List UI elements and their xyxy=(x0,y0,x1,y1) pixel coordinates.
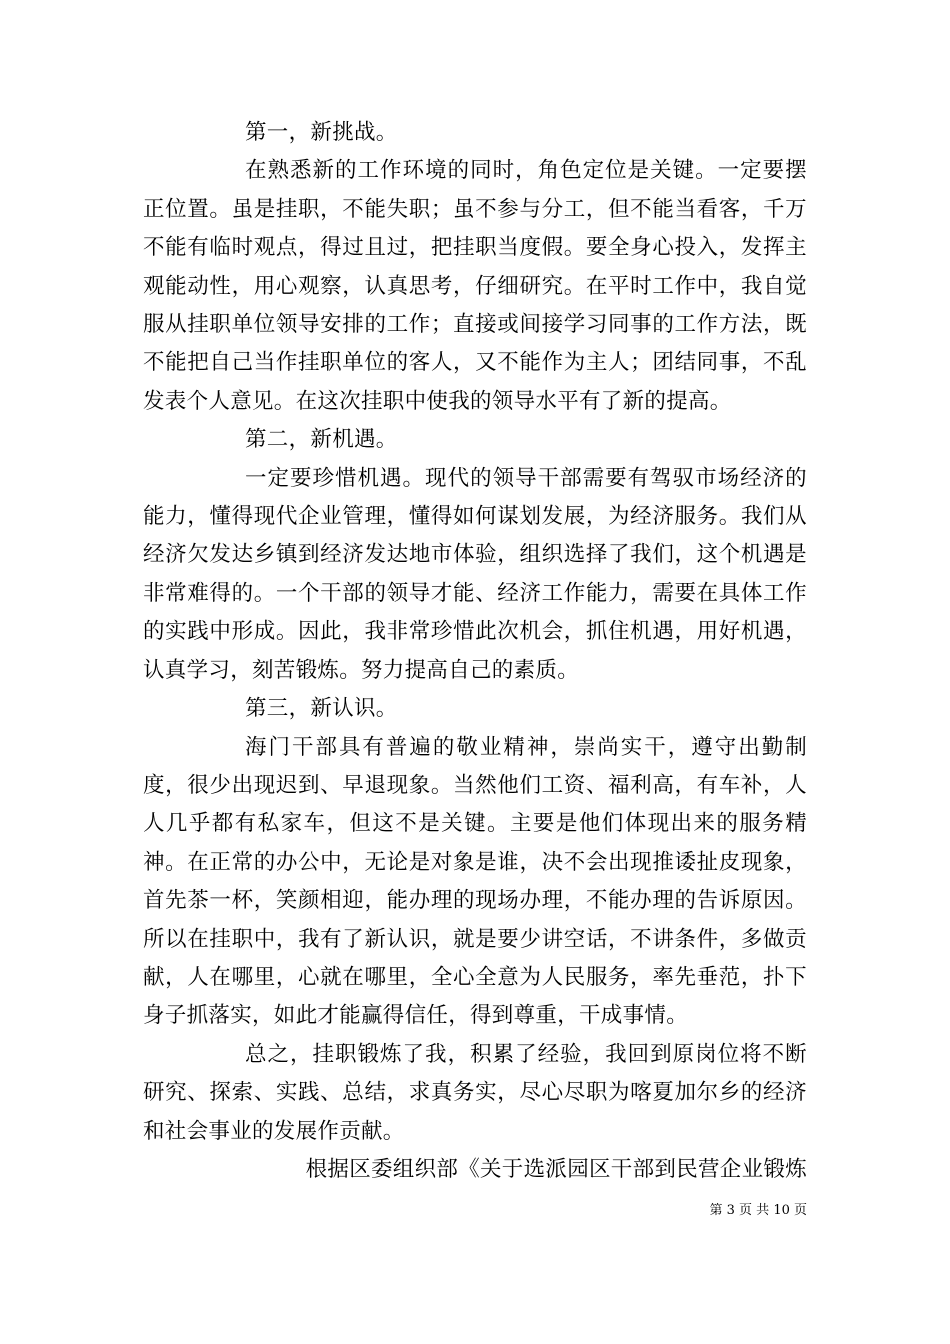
section-3-heading: 第三，新认识。 xyxy=(245,696,398,722)
trailing-line: 根据区委组织部《关于选派园区干部到民营企业锻炼 xyxy=(305,1156,807,1182)
document-body xyxy=(143,114,807,1189)
section-1-heading: 第一，新挑战。 xyxy=(245,120,398,145)
section-3-paragraph: 海门干部具有普遍的敬业精神，崇尚实干，遵守出勤制度，很少出现迟到、早退现象。当然他们工资、福利高，有车补，人人几乎都有私家车，但这不是关键。主要是他们体现出来的服务精神。在正常的办公中，无论是对象是谁，决不会出现推诿扯皮现象，首先茶一杯，笑颜相迎，能办理的现场办理，不能办理的告诉原因。所以在挂职中，我有了新认识，就是要少讲空话，不讲条件，多做贡献，人在哪里，心就在哪里，全心全意为人民服务，率先垂范，扑下身子抓落实，如此才能赢得信任，得到尊重，干成事情。 xyxy=(143,734,807,1029)
page-number-footer: 第 3 页 共 10 页 xyxy=(709,1203,807,1218)
section-2-heading: 第二，新机遇。 xyxy=(245,427,398,453)
section-1-paragraph: 在熟悉新的工作环境的同时，角色定位是关键。一定要摆正位置。虽是挂职，不能失职；虽不参与分工，但不能当看客，千万不能有临时观点，得过且过，把挂职当度假。要全身心投入，发挥主观能动性，用心观察，认真思考，仔细研究。在平时工作中，我自觉服从挂职单位领导安排的工作；直接或间接学习同事的工作方法，既不能把自己当作挂职单位的客人，又不能作为主人；团结同事，不乱发表个人意见。在这次挂职中使我的领导水平有了新的提高。 xyxy=(143,158,807,414)
section-2-paragraph: 一定要珍惜机遇。现代的领导干部需要有驾驭市场经济的能力，懂得现代企业管理，懂得如何谋划发展，为经济服务。我们从经济欠发达乡镇到经济发达地市体验，组织选择了我们，这个机遇是非常难得的。一个干部的领导才能、经济工作能力，需要在具体工作的实践中形成。因此，我非常珍惜此次机会，抓住机遇，用好机遇，认真学习，刻苦锻炼。努力提高自己的素质。 xyxy=(143,465,807,683)
summary-paragraph: 总之，挂职锻炼了我，积累了经验，我回到原岗位将不断研究、探索、实践、总结，求真务实，尽心尽职为喀夏加尔乡的经济和社会事业的发展作贡献。 xyxy=(143,1041,807,1144)
